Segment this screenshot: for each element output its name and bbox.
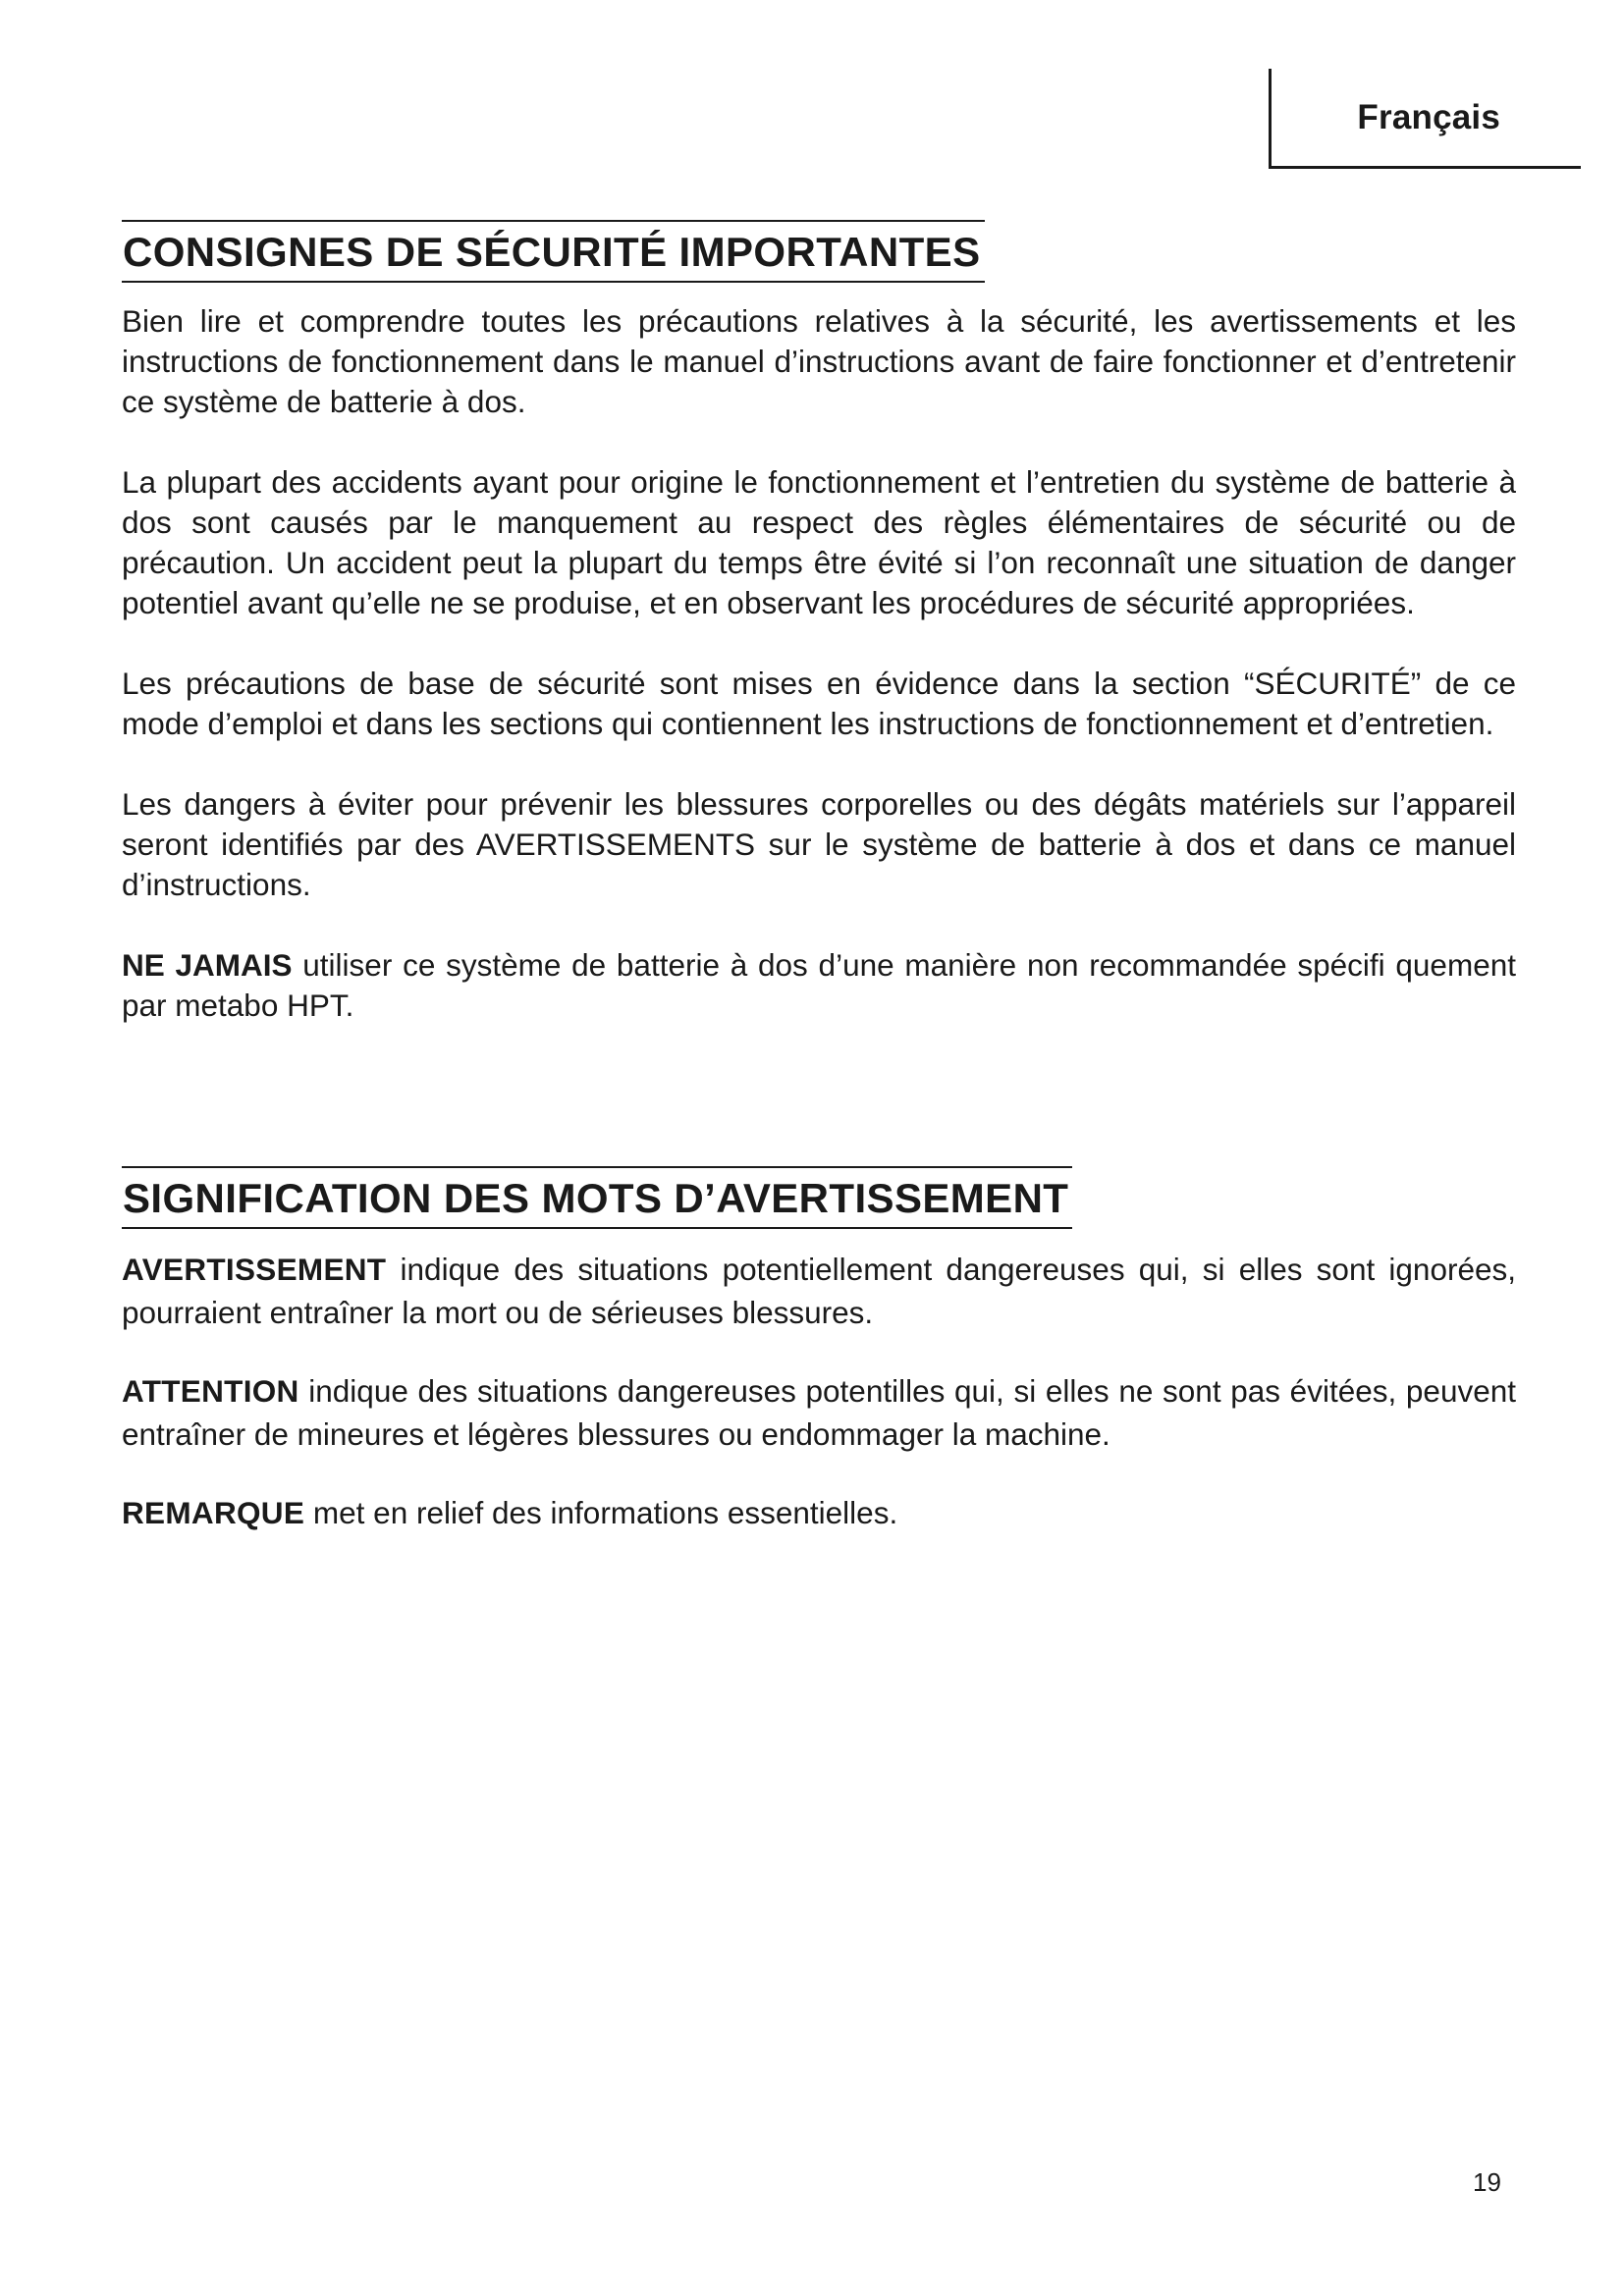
signal-word-caution <box>122 1369 1516 1456</box>
signal-word-description: indique des situations potentiellement dangereuses qui, si elles sont ignorées, pourraient entraîner la mort ou de sérieuses blessures. <box>122 1252 1516 1330</box>
signal-word-term: ATTENTION <box>122 1373 299 1409</box>
safety-paragraph-2: La plupart des accidents ayant pour origine le fonctionnement et l’entretien du système de batterie à dos sont causés par le manquement au respect des règles élémentaires de sécurité ou de précaution. Un accident peut la plupart du temps être évité si l’on reconnaît une situation de danger potentiel avant qu’elle ne se produise, et en observant les procédures de sécurité appropriées. <box>122 464 1516 620</box>
language-tab <box>1269 69 1581 169</box>
signal-word-description: indique des situations dangereuses potentilles qui, si elles ne sont pas évitées, peuvent entraîner de mineures et légères blessures ou endommager la machine. <box>122 1373 1516 1452</box>
signal-words-section <box>122 1166 1516 1570</box>
signal-word-description: met en relief des informations essentielles. <box>304 1495 898 1530</box>
signal-words-heading: SIGNIFICATION DES MOTS D’AVERTISSEMENT <box>122 1166 1072 1229</box>
signal-word-term: AVERTISSEMENT <box>122 1252 387 1287</box>
signal-word-warning <box>122 1248 1516 1334</box>
signal-word-note <box>122 1491 1516 1534</box>
safety-paragraph-3: Les précautions de base de sécurité sont mises en évidence dans la section “SÉCURITÉ” de ce mode d’emploi et dans les sections qui contiennent les instructions de fonctionnement et d’entretien. <box>122 666 1516 741</box>
signal-word-term: REMARQUE <box>122 1495 305 1530</box>
safety-paragraph-4: Les dangers à éviter pour prévenir les blessures corporelles ou des dégâts matériels sur l’appareil seront identifiés par des AVERTISSEMENTS sur le système de batterie à dos et dans ce manuel d’instructions. <box>122 786 1516 902</box>
language-label: Français <box>1357 98 1500 136</box>
safety-heading: CONSIGNES DE SÉCURITÉ IMPORTANTES <box>122 220 985 283</box>
never-use-text: utiliser ce système de batterie à dos d’une manière non recommandée spécifi quement par metabo HPT. <box>122 947 1516 1023</box>
safety-section <box>122 220 1516 1066</box>
safety-paragraph-1: Bien lire et comprendre toutes les précautions relatives à la sécurité, les avertissements et les instructions de fonctionnement dans le manuel d’instructions avant de faire fonctionner et d’entretenir ce système de batterie à dos. <box>122 303 1516 419</box>
never-use-bold: NE JAMAIS <box>122 947 293 983</box>
never-use-warning <box>122 945 1516 1026</box>
page-number: 19 <box>1473 2167 1501 2197</box>
